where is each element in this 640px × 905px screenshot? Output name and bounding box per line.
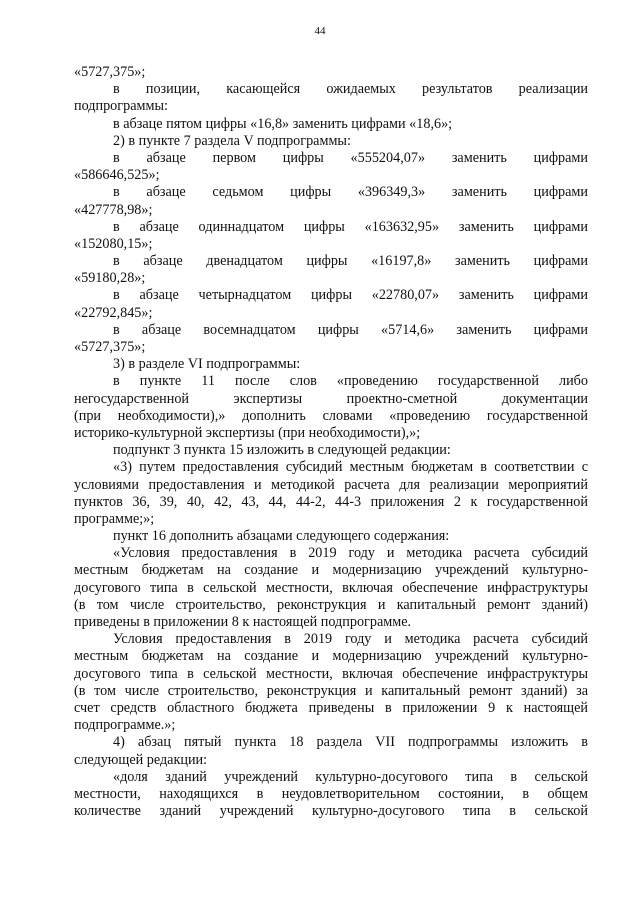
text-line: «59180,28»; <box>74 270 146 287</box>
text-line: 4) абзац пятый пункта 18 раздела VII подпрограммы изложить в <box>113 734 588 751</box>
text-line: в абзаце одиннадцатом цифры «163632,95» заменить цифрами <box>113 218 588 235</box>
text-line: в абзаце первом цифры «555204,07» заменить цифрами <box>113 149 588 166</box>
text-line: досугового типа в сельской местности, включая обеспечение инфраструктуры <box>74 665 588 682</box>
text-line: «5727,375»; <box>74 339 146 355</box>
text-line: в абзаце двенадцатом цифры «16197,8» заменить цифрами <box>113 253 588 270</box>
text-line: пунктов 36, 39, 40, 42, 43, 44, 44-2, 44-3 приложения 2 к государственной <box>74 493 588 510</box>
text-line: «22792,845»; <box>74 304 153 321</box>
text-line: приведены в приложении 8 к настоящей подпрограмме. <box>74 614 412 630</box>
text-line: в абзаце четырнадцатом цифры «22780,07» заменить цифрами <box>113 287 588 304</box>
text-line: «586646,525»; <box>74 167 160 184</box>
text-line: (при необходимости),» дополнить словами «проведению государственной <box>74 407 588 424</box>
text-line: местности, находящихся в неудовлетворительном состоянии, в общем <box>74 785 588 802</box>
page-number: 44 <box>314 25 326 37</box>
text-line: Условия предоставления в 2019 году и методика расчета субсидий <box>113 631 588 648</box>
text-line: количестве зданий учреждений культурно-досугового типа в сельской <box>74 803 588 820</box>
text-line: в пункте 11 после слов «проведению государственной либо <box>113 373 588 390</box>
text-line: историко-культурной экспертизы (при необходимости),»; <box>74 424 421 441</box>
text-line: 2) в пункте 7 раздела V подпрограммы: <box>113 132 351 149</box>
text-line: подпрограммы: <box>74 98 168 115</box>
text-line: местным бюджетам на создание и модернизацию учреждений культурно- <box>74 562 588 579</box>
text-line: в абзаце восемнадцатом цифры «5714,6» заменить цифрами <box>113 321 588 338</box>
text-line: (в том числе строительство, реконструкция и капитальный ремонт зданий) за <box>74 682 588 699</box>
text-line: (в том числе строительство, реконструкция и капитальный ремонт зданий) <box>74 596 588 613</box>
text-line: местным бюджетам на создание и модернизацию учреждений культурно- <box>74 648 588 665</box>
text-line: «5727,375»; <box>74 64 146 80</box>
text-line: в позиции, касающейся ожидаемых результатов реализации <box>113 81 588 98</box>
text-line: в абзаце седьмом цифры «396349,3» заменить цифрами <box>113 184 588 201</box>
text-line: пункт 16 дополнить абзацами следующего содержания: <box>113 528 450 545</box>
text-line: «доля зданий учреждений культурно-досугового типа в сельской <box>113 768 588 785</box>
text-line: условиями предоставления и методикой расчета для реализации мероприятий <box>74 476 588 493</box>
text-line: подпункт 3 пункта 15 изложить в следующей редакции: <box>113 442 451 459</box>
document-body <box>74 64 588 820</box>
text-line: «152080,15»; <box>74 235 153 252</box>
text-line: «Условия предоставления в 2019 году и методика расчета субсидий <box>113 545 588 562</box>
text-line: в абзаце пятом цифры «16,8» заменить цифрами «18,6»; <box>113 115 453 132</box>
text-line: программе;»; <box>74 510 155 527</box>
text-line: следующей редакции: <box>74 751 208 768</box>
text-line: «427778,98»; <box>74 201 153 218</box>
text-line: подпрограмме.»; <box>74 717 176 734</box>
text-line: «3) путем предоставления субсидий местным бюджетам в соответствии с <box>113 459 588 476</box>
text-line: негосударственной экспертизы проектно-сметной документации <box>74 390 588 407</box>
text-line: 3) в разделе VI подпрограммы: <box>113 356 301 373</box>
text-line: счет средств областного бюджета приведены в приложении 9 к настоящей <box>74 699 588 716</box>
text-line: досугового типа в сельской местности, включая обеспечение инфраструктуры <box>74 579 588 596</box>
